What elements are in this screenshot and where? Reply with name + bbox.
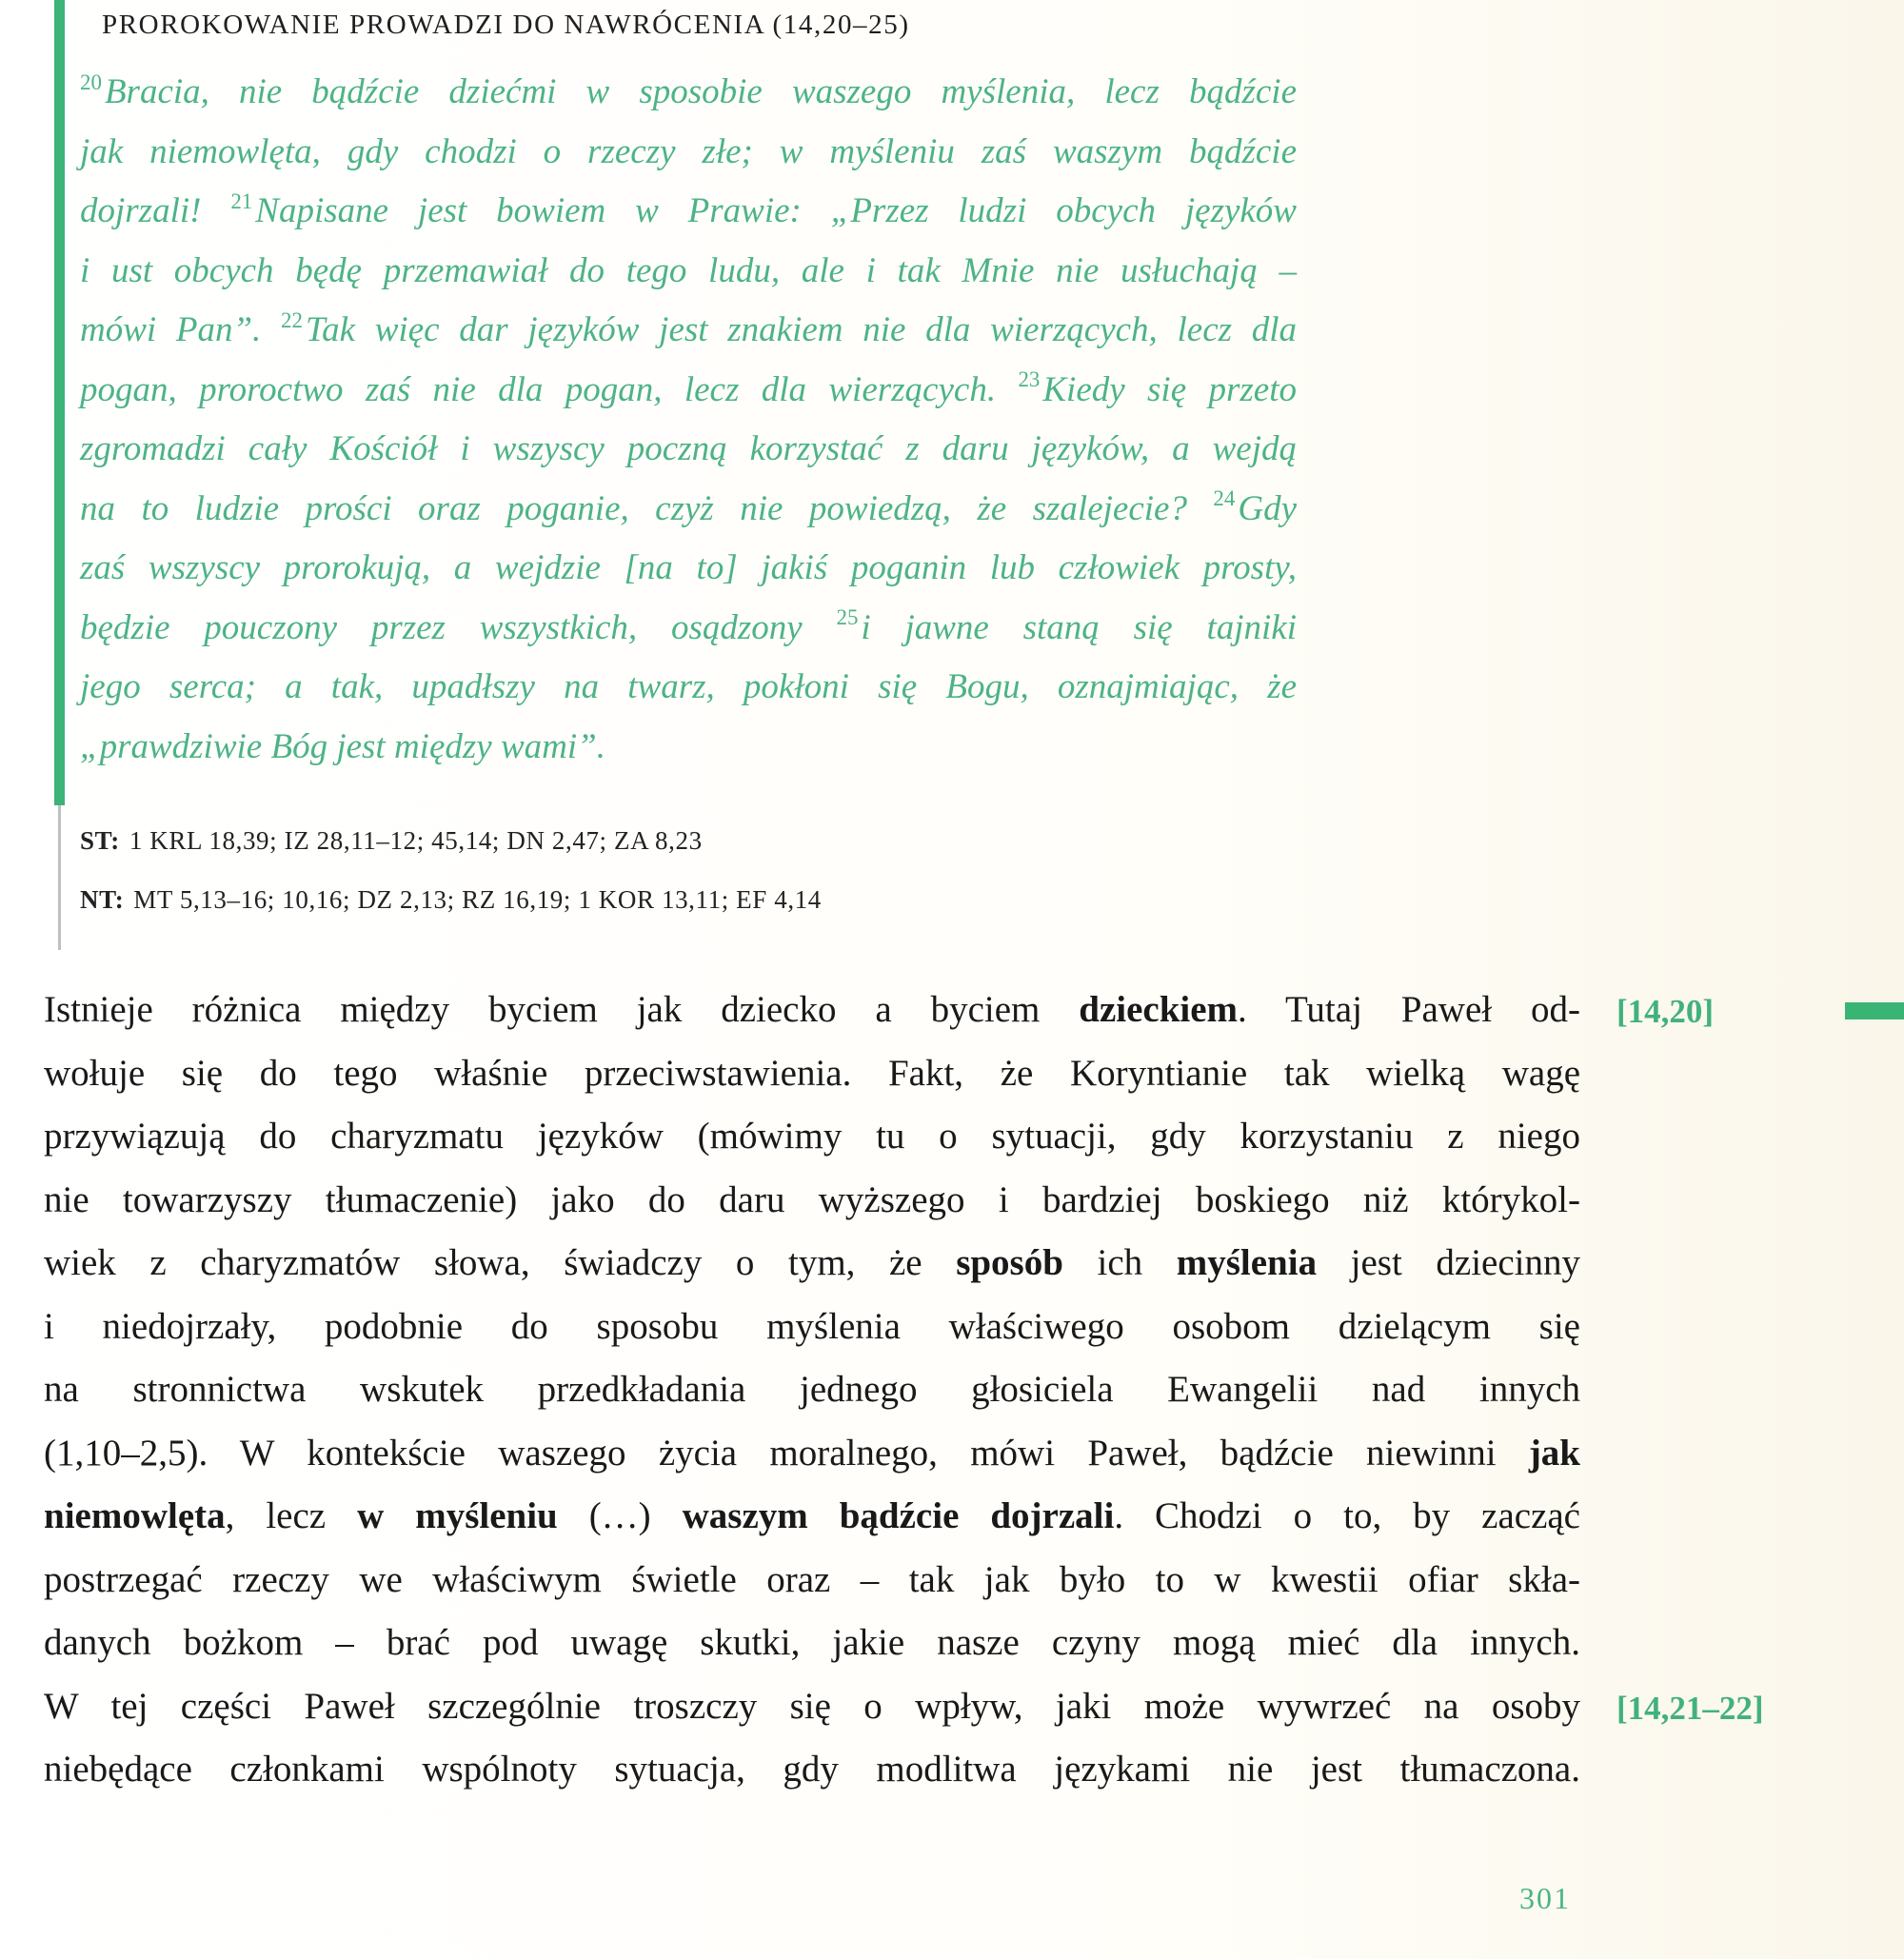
- text-segment: pogan, proroctwo zaś nie dla pogan, lecz dla wierzących.: [80, 369, 1019, 409]
- text-line: [80, 658, 1297, 718]
- verse-number: 23: [1018, 367, 1041, 392]
- text-segment: (…): [557, 1495, 683, 1536]
- text-segment: jego serca; a tak, upadłszy na twarz, pokłoni się Bogu, oznajmiając, że: [80, 667, 1297, 706]
- emphasis-text: waszym bądźcie dojrzali: [682, 1495, 1115, 1536]
- old-testament-references: [80, 826, 822, 885]
- emphasis-text: dzieckiem: [1079, 989, 1239, 1030]
- text-segment: . Tutaj Paweł od-: [1238, 989, 1580, 1030]
- page-edge-dash-mark: [1845, 1002, 1904, 1019]
- text-segment: jak niemowlęta, gdy chodzi o rzeczy złe; w myśleniu zaś waszym bądźcie: [80, 131, 1297, 171]
- text-line: [80, 420, 1297, 480]
- commentary-paragraph-2: [44, 1675, 1764, 1802]
- text-segment: postrzegać rzeczy we właściwym świetle oraz – tak jak było to w kwestii ofiar skła-: [44, 1558, 1580, 1600]
- emphasis-text: jak: [1528, 1432, 1580, 1474]
- text-segment: niebędące członkami wspólnoty sytuacja, gdy modlitwa językami nie jest tłumaczona.: [44, 1749, 1580, 1790]
- commentary-block: [44, 979, 1764, 1802]
- new-testament-references: [80, 885, 822, 944]
- text-segment: ich: [1062, 1242, 1177, 1283]
- emphasis-text: w myśleniu: [357, 1495, 558, 1536]
- text-segment: , lecz: [225, 1495, 358, 1536]
- text-segment: zaś wszyscy prorokują, a wejdzie [na to] jakiś poganin lub człowiek prosty,: [80, 548, 1297, 587]
- commentary-paragraph-1: [44, 979, 1715, 1675]
- text-segment: i niedojrzały, podobnie do sposobu myślenia właściwego osobom dzielącym się: [44, 1305, 1580, 1347]
- text-line: [44, 1675, 1580, 1739]
- text-segment: Tak więc dar języków jest znakiem nie dla wierzących, lecz dla: [305, 310, 1297, 349]
- text-segment: wiek z charyzmatów słowa, świadczy o tym, że: [44, 1242, 957, 1283]
- text-line: [44, 1485, 1580, 1549]
- scripture-accent-bar: [54, 0, 65, 805]
- text-segment: (1,10–2,5). W kontekście waszego życia moralnego, mówi Paweł, bądźcie niewinni: [44, 1432, 1529, 1474]
- text-segment: Bracia, nie bądźcie dziećmi w sposobie waszego myślenia, lecz bądźcie: [104, 72, 1297, 111]
- verse-number: 25: [836, 605, 859, 630]
- text-segment: zgromadzi cały Kościół i wszyscy poczną korzystać z daru języków, a wejdą: [80, 429, 1297, 468]
- text-segment: i ust obcych będę przemawiał do tego ludu, ale i tak Mnie nie usłuchają –: [80, 250, 1297, 290]
- text-line: [44, 1612, 1580, 1675]
- text-line: [80, 718, 1297, 778]
- nt-label: NT:: [80, 885, 125, 914]
- st-label: ST:: [80, 826, 120, 855]
- text-line: [44, 1422, 1580, 1486]
- text-segment: przywiązują do charyzmatu języków (mówimy tu o sytuacji, gdy korzystaniu z niego: [44, 1116, 1580, 1157]
- verse-number: 21: [230, 188, 253, 213]
- text-segment: Napisane jest bowiem w Prawie: „Przez ludzi obcych języków: [255, 191, 1297, 230]
- text-line: [80, 480, 1297, 540]
- text-line: [44, 1169, 1580, 1233]
- text-line: [80, 182, 1297, 242]
- text-line: [80, 539, 1297, 599]
- verse-number: 24: [1213, 486, 1236, 511]
- scripture-quote: [80, 63, 1297, 777]
- section-heading: PROROKOWANIE PROWADZI DO NAWRÓCENIA (14,20–25): [102, 10, 910, 40]
- cross-references: [80, 826, 822, 944]
- text-segment: . Chodzi o to, by zacząć: [1114, 1495, 1580, 1536]
- text-line: [44, 1232, 1580, 1296]
- verse-margin-marker-14-20: [14,20]: [1616, 993, 1715, 1030]
- text-line: [80, 123, 1297, 183]
- text-line: [80, 242, 1297, 302]
- text-segment: wołuje się do tego właśnie przeciwstawienia. Fakt, że Koryntianie tak wielką wagę: [44, 1052, 1580, 1094]
- emphasis-text: sposób: [956, 1242, 1063, 1283]
- text-segment: nie towarzyszy tłumaczenie) jako do daru wyższego i bardziej boskiego niż którykol-: [44, 1178, 1580, 1220]
- text-line: [80, 63, 1297, 123]
- text-segment: i jawne staną się tajniki: [861, 607, 1298, 647]
- text-segment: na stronnictwa wskutek przedkładania jednego głosiciela Ewangelii nad innych: [44, 1369, 1580, 1410]
- text-line: [44, 1042, 1580, 1106]
- text-line: [80, 301, 1297, 361]
- text-line: [44, 979, 1580, 1042]
- emphasis-text: niemowlęta: [44, 1495, 226, 1536]
- text-segment: jest dziecinny: [1317, 1242, 1580, 1283]
- text-segment: Gdy: [1238, 488, 1297, 528]
- text-line: [80, 361, 1297, 421]
- text-segment: W tej części Paweł szczególnie troszczy się o wpływ, jaki może wywrzeć na osoby: [44, 1685, 1580, 1727]
- text-segment: dojrzali!: [80, 191, 231, 230]
- verse-number: 20: [80, 69, 102, 94]
- text-line: [44, 1358, 1580, 1422]
- st-references-text: 1 KRL 18,39; IZ 28,11–12; 45,14; DN 2,47; ZA 8,23: [129, 826, 703, 855]
- nt-references-text: MT 5,13–16; 10,16; DZ 2,13; RZ 16,19; 1 KOR 13,11; EF 4,14: [133, 885, 822, 914]
- verse-margin-marker-14-21-22: [14,21–22]: [1616, 1689, 1764, 1727]
- text-segment: danych bożkom – brać pod uwagę skutki, jakie nasze czyny mogą mieć dla innych.: [44, 1622, 1580, 1663]
- accent-bar-tail-line: [58, 805, 61, 950]
- text-line: [80, 599, 1297, 659]
- text-line: [44, 1296, 1580, 1359]
- page-number: 301: [1519, 1881, 1571, 1915]
- emphasis-text: myślenia: [1176, 1242, 1318, 1283]
- text-segment: na to ludzie prości oraz poganie, czyż nie powiedzą, że szalejecie?: [80, 488, 1214, 528]
- verse-number: 22: [281, 307, 303, 332]
- text-segment: „prawdziwie Bóg jest między wami”.: [80, 726, 605, 766]
- text-segment: będzie pouczony przez wszystkich, osądzony: [80, 607, 837, 647]
- text-segment: Istnieje różnica między byciem jak dziecko a byciem: [44, 989, 1080, 1030]
- text-line: [44, 1105, 1580, 1169]
- text-segment: mówi Pan”.: [80, 310, 282, 349]
- text-line: [44, 1549, 1580, 1613]
- text-segment: Kiedy się przeto: [1042, 369, 1297, 409]
- text-line: [44, 1738, 1580, 1802]
